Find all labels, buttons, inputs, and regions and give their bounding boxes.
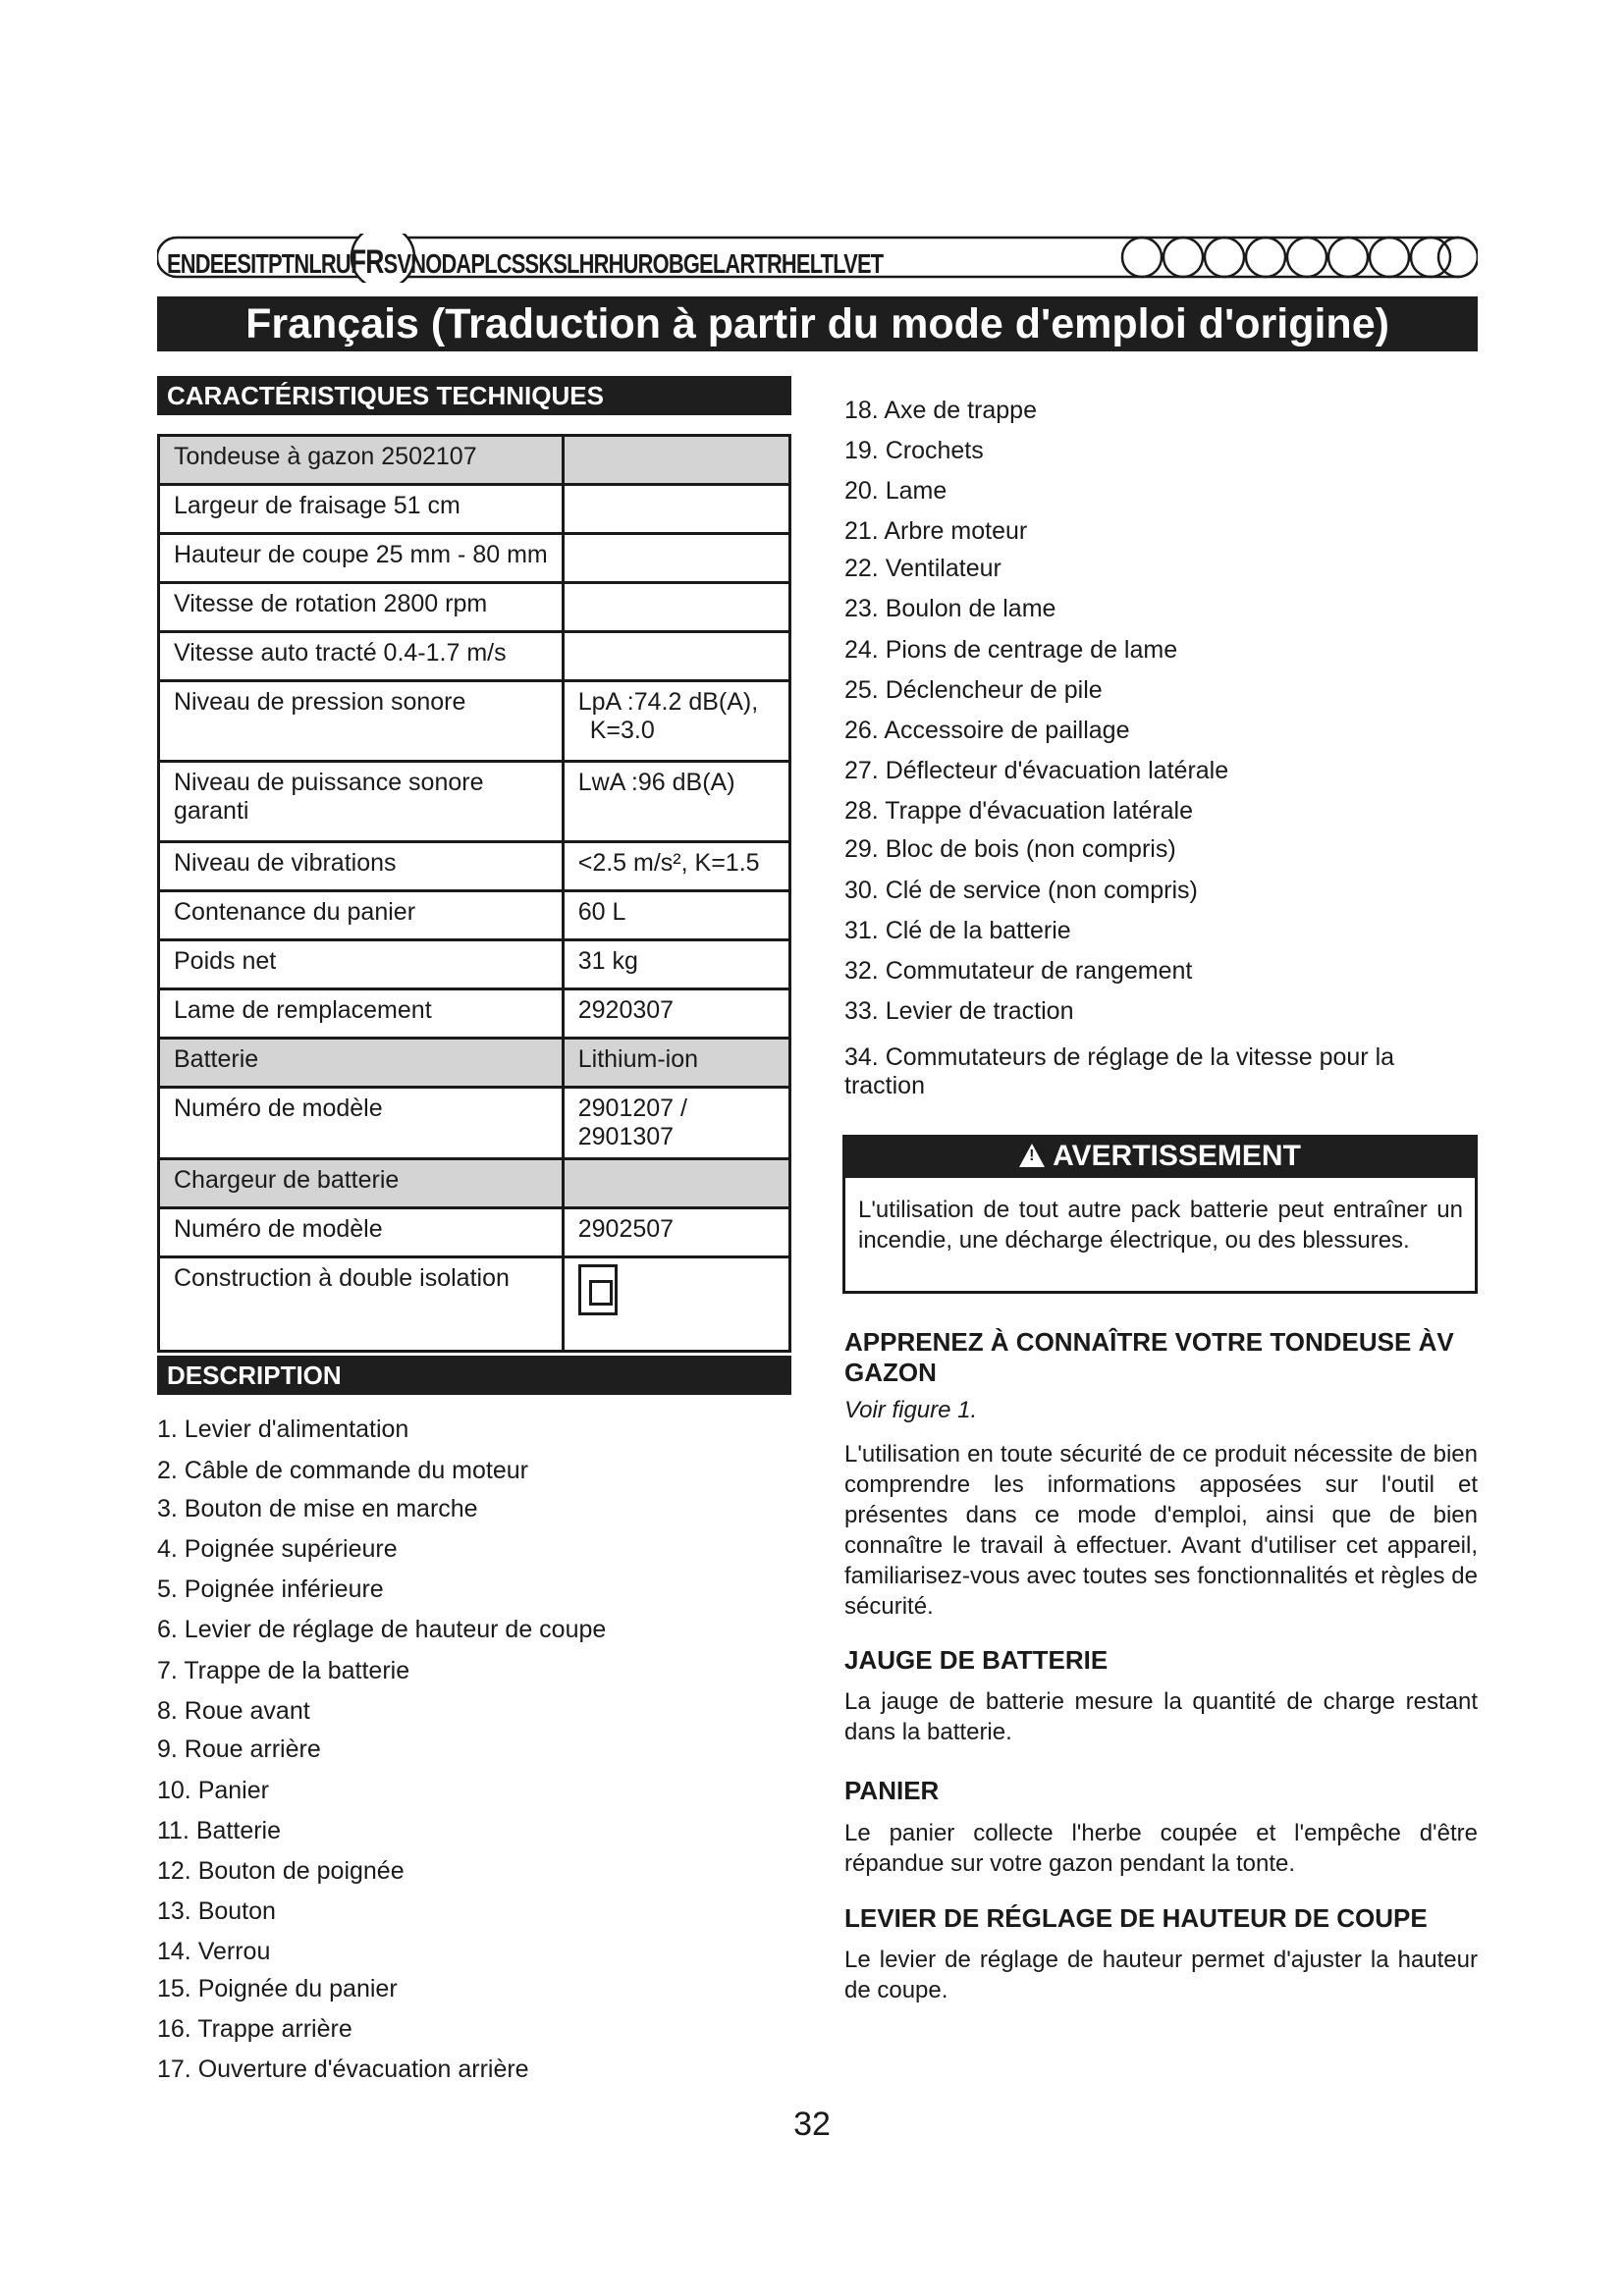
spec-label: Hauteur de coupe 25 mm - 80 mm — [159, 534, 564, 583]
spec-row — [159, 1257, 790, 1352]
description-list-item: 29. Bloc de bois (non compris) — [844, 835, 1176, 863]
spec-value: Lithium-ion — [563, 1039, 789, 1088]
description-list-item: 9. Roue arrière — [157, 1735, 321, 1763]
spec-label: Contenance du panier — [159, 891, 564, 940]
spec-value — [563, 632, 789, 681]
spec-label: Niveau de puissance sonore garanti — [159, 762, 564, 842]
description-list-item: 16. Trappe arrière — [157, 2015, 352, 2043]
description-heading: DESCRIPTION — [157, 1356, 791, 1395]
spec-label: Construction à double isolation — [159, 1257, 564, 1352]
language-codes — [167, 243, 883, 282]
description-list-item: 21. Arbre moteur — [844, 517, 1028, 545]
basket-heading: PANIER — [844, 1776, 940, 1805]
spec-label: Vitesse de rotation 2800 rpm — [159, 583, 564, 632]
spec-value — [563, 436, 789, 485]
description-list-item: 13. Bouton — [157, 1897, 276, 1925]
spec-label: Batterie — [159, 1039, 564, 1088]
description-list-item: 5. Poignée inférieure — [157, 1575, 384, 1603]
description-list-item: 27. Déflecteur d'évacuation latérale — [844, 757, 1229, 784]
spec-row — [159, 485, 790, 534]
spec-label: Largeur de fraisage 51 cm — [159, 485, 564, 534]
description-list-item: 22. Ventilateur — [844, 555, 1001, 582]
spec-row — [159, 436, 790, 485]
spec-row — [159, 940, 790, 989]
spec-label: Numéro de modèle — [159, 1088, 564, 1159]
description-list-item: 10. Panier — [157, 1777, 269, 1804]
spec-row — [159, 1039, 790, 1088]
specs-heading: CARACTÉRISTIQUES TECHNIQUES — [157, 376, 791, 415]
spec-value — [563, 485, 789, 534]
spec-label: Niveau de pression sonore — [159, 681, 564, 762]
double-insulation-icon — [578, 1264, 618, 1315]
spec-row — [159, 762, 790, 842]
description-list-item: 34. Commutateurs de réglage de la vitesse pour la — [844, 1043, 1395, 1071]
description-list-item: 3. Bouton de mise en marche — [157, 1495, 478, 1522]
spec-value — [563, 534, 789, 583]
description-list-item: 14. Verrou — [157, 1938, 271, 1965]
spec-label: Chargeur de batterie — [159, 1159, 564, 1208]
spec-row — [159, 1159, 790, 1208]
spec-value — [563, 1159, 789, 1208]
spec-value: 2902507 — [563, 1208, 789, 1257]
spec-row — [159, 842, 790, 891]
spec-row — [159, 632, 790, 681]
spec-row — [159, 989, 790, 1039]
spec-row — [159, 583, 790, 632]
spec-value — [563, 583, 789, 632]
know-text: L'utilisation en toute sécurité de ce produit nécessite de bien comprendre les informations apposées sur l'outil et présentes dans ce mode d'emploi, ainsi que de bien connaître le travail à effectuer. Avant d'utiliser cet appareil, familiarisez-vous avec toutes ses fonctionnalités et règles de sécurité. — [844, 1441, 1478, 1620]
height-lever-text: Le levier de réglage de hauteur permet d'ajuster la hauteur de coupe. — [844, 1947, 1478, 2003]
spec-row — [159, 891, 790, 940]
specs-table — [157, 434, 791, 1353]
description-list-item: 8. Roue avant — [157, 1697, 310, 1725]
description-list-item: 25. Déclencheur de pile — [844, 676, 1103, 704]
spec-value: <2.5 m/s², K=1.5 — [563, 842, 789, 891]
language-selector-bar — [157, 234, 1478, 283]
page-number: 32 — [793, 2106, 831, 2143]
spec-row — [159, 681, 790, 762]
description-list-item: 23. Boulon de lame — [844, 595, 1056, 622]
battery-gauge-heading: JAUGE DE BATTERIE — [844, 1645, 1109, 1675]
description-list-item: 6. Levier de réglage de hauteur de coupe — [157, 1616, 607, 1643]
description-list-item: 31. Clé de la batterie — [844, 917, 1071, 944]
description-list-item: 19. Crochets — [844, 437, 984, 464]
warning-icon: ! — [1019, 1144, 1045, 1167]
spec-value: 60 L — [563, 891, 789, 940]
description-list-item: 28. Trappe d'évacuation latérale — [844, 797, 1194, 825]
description-list-item: 1. Levier d'alimentation — [157, 1415, 409, 1443]
description-list-item: 11. Batterie — [157, 1817, 282, 1844]
spec-value — [563, 1257, 789, 1352]
description-list-item: 12. Bouton de poignée — [157, 1857, 405, 1885]
warning-title: AVERTISSEMENT — [1053, 1140, 1301, 1172]
spec-label: Numéro de modèle — [159, 1208, 564, 1257]
warning-text: L'utilisation de tout autre pack batterie peut entraîner un incendie, une décharge électrique, ou des blessures. — [858, 1197, 1463, 1254]
spec-label: Tondeuse à gazon 2502107 — [159, 436, 564, 485]
spec-label: Vitesse auto tracté 0.4-1.7 m/s — [159, 632, 564, 681]
know-figure-ref: Voir figure 1. — [844, 1397, 978, 1423]
height-lever-heading: LEVIER DE RÉGLAGE DE HAUTEUR DE COUPE — [844, 1903, 1428, 1933]
spec-label: Poids net — [159, 940, 564, 989]
description-list-item: 7. Trappe de la batterie — [157, 1657, 410, 1684]
spec-label: Niveau de vibrations — [159, 842, 564, 891]
description-list-item: 17. Ouverture d'évacuation arrière — [157, 2056, 529, 2083]
description-list-item: traction — [844, 1072, 925, 1099]
language-codes-after[interactable]: SVNODAPLCSSKSLHRHUROBGELARTRHELTLVET — [383, 248, 884, 279]
spec-row — [159, 1208, 790, 1257]
description-list-item: 24. Pions de centrage de lame — [844, 636, 1178, 664]
language-codes-before[interactable]: ENDEESITPTNLRU — [167, 248, 351, 279]
description-list-item: 18. Axe de trappe — [844, 397, 1037, 424]
battery-gauge-text: La jauge de batterie mesure la quantité de charge restant dans la batterie. — [844, 1688, 1478, 1745]
warning-header — [842, 1135, 1478, 1178]
description-list-item: 33. Levier de traction — [844, 997, 1074, 1025]
spec-value-line: K=3.0 — [589, 717, 655, 744]
description-list-item: 15. Poignée du panier — [157, 1975, 398, 2002]
spec-row — [159, 534, 790, 583]
know-heading: APPRENEZ À CONNAÎTRE VOTRE TONDEUSE ÀV GAZON — [844, 1327, 1454, 1387]
spec-value: 31 kg — [563, 940, 789, 989]
basket-text: Le panier collecte l'herbe coupée et l'empêche d'être répandue sur votre gazon pendant la tonte. — [844, 1820, 1478, 1877]
description-list-item: 20. Lame — [844, 477, 947, 505]
spec-row — [159, 1088, 790, 1159]
spec-value: 2901207 / 2901307 — [563, 1088, 789, 1159]
page-title: Français (Traduction à partir du mode d'emploi d'origine) — [157, 296, 1478, 351]
description-list-item: 32. Commutateur de rangement — [844, 957, 1193, 985]
description-list-item: 2. Câble de commande du moteur — [157, 1457, 528, 1484]
spec-value-line: LpA :74.2 dB(A), — [577, 688, 759, 716]
description-list-item: 4. Poignée supérieure — [157, 1535, 398, 1563]
description-list-item: 30. Clé de service (non compris) — [844, 877, 1198, 904]
spec-value — [563, 681, 789, 762]
description-list-item: 26. Accessoire de paillage — [844, 717, 1130, 744]
spec-label: Lame de remplacement — [159, 989, 564, 1039]
spec-value: LwA :96 dB(A) — [563, 762, 789, 842]
language-code-active[interactable]: FR — [350, 243, 384, 281]
spec-value: 2920307 — [563, 989, 789, 1039]
